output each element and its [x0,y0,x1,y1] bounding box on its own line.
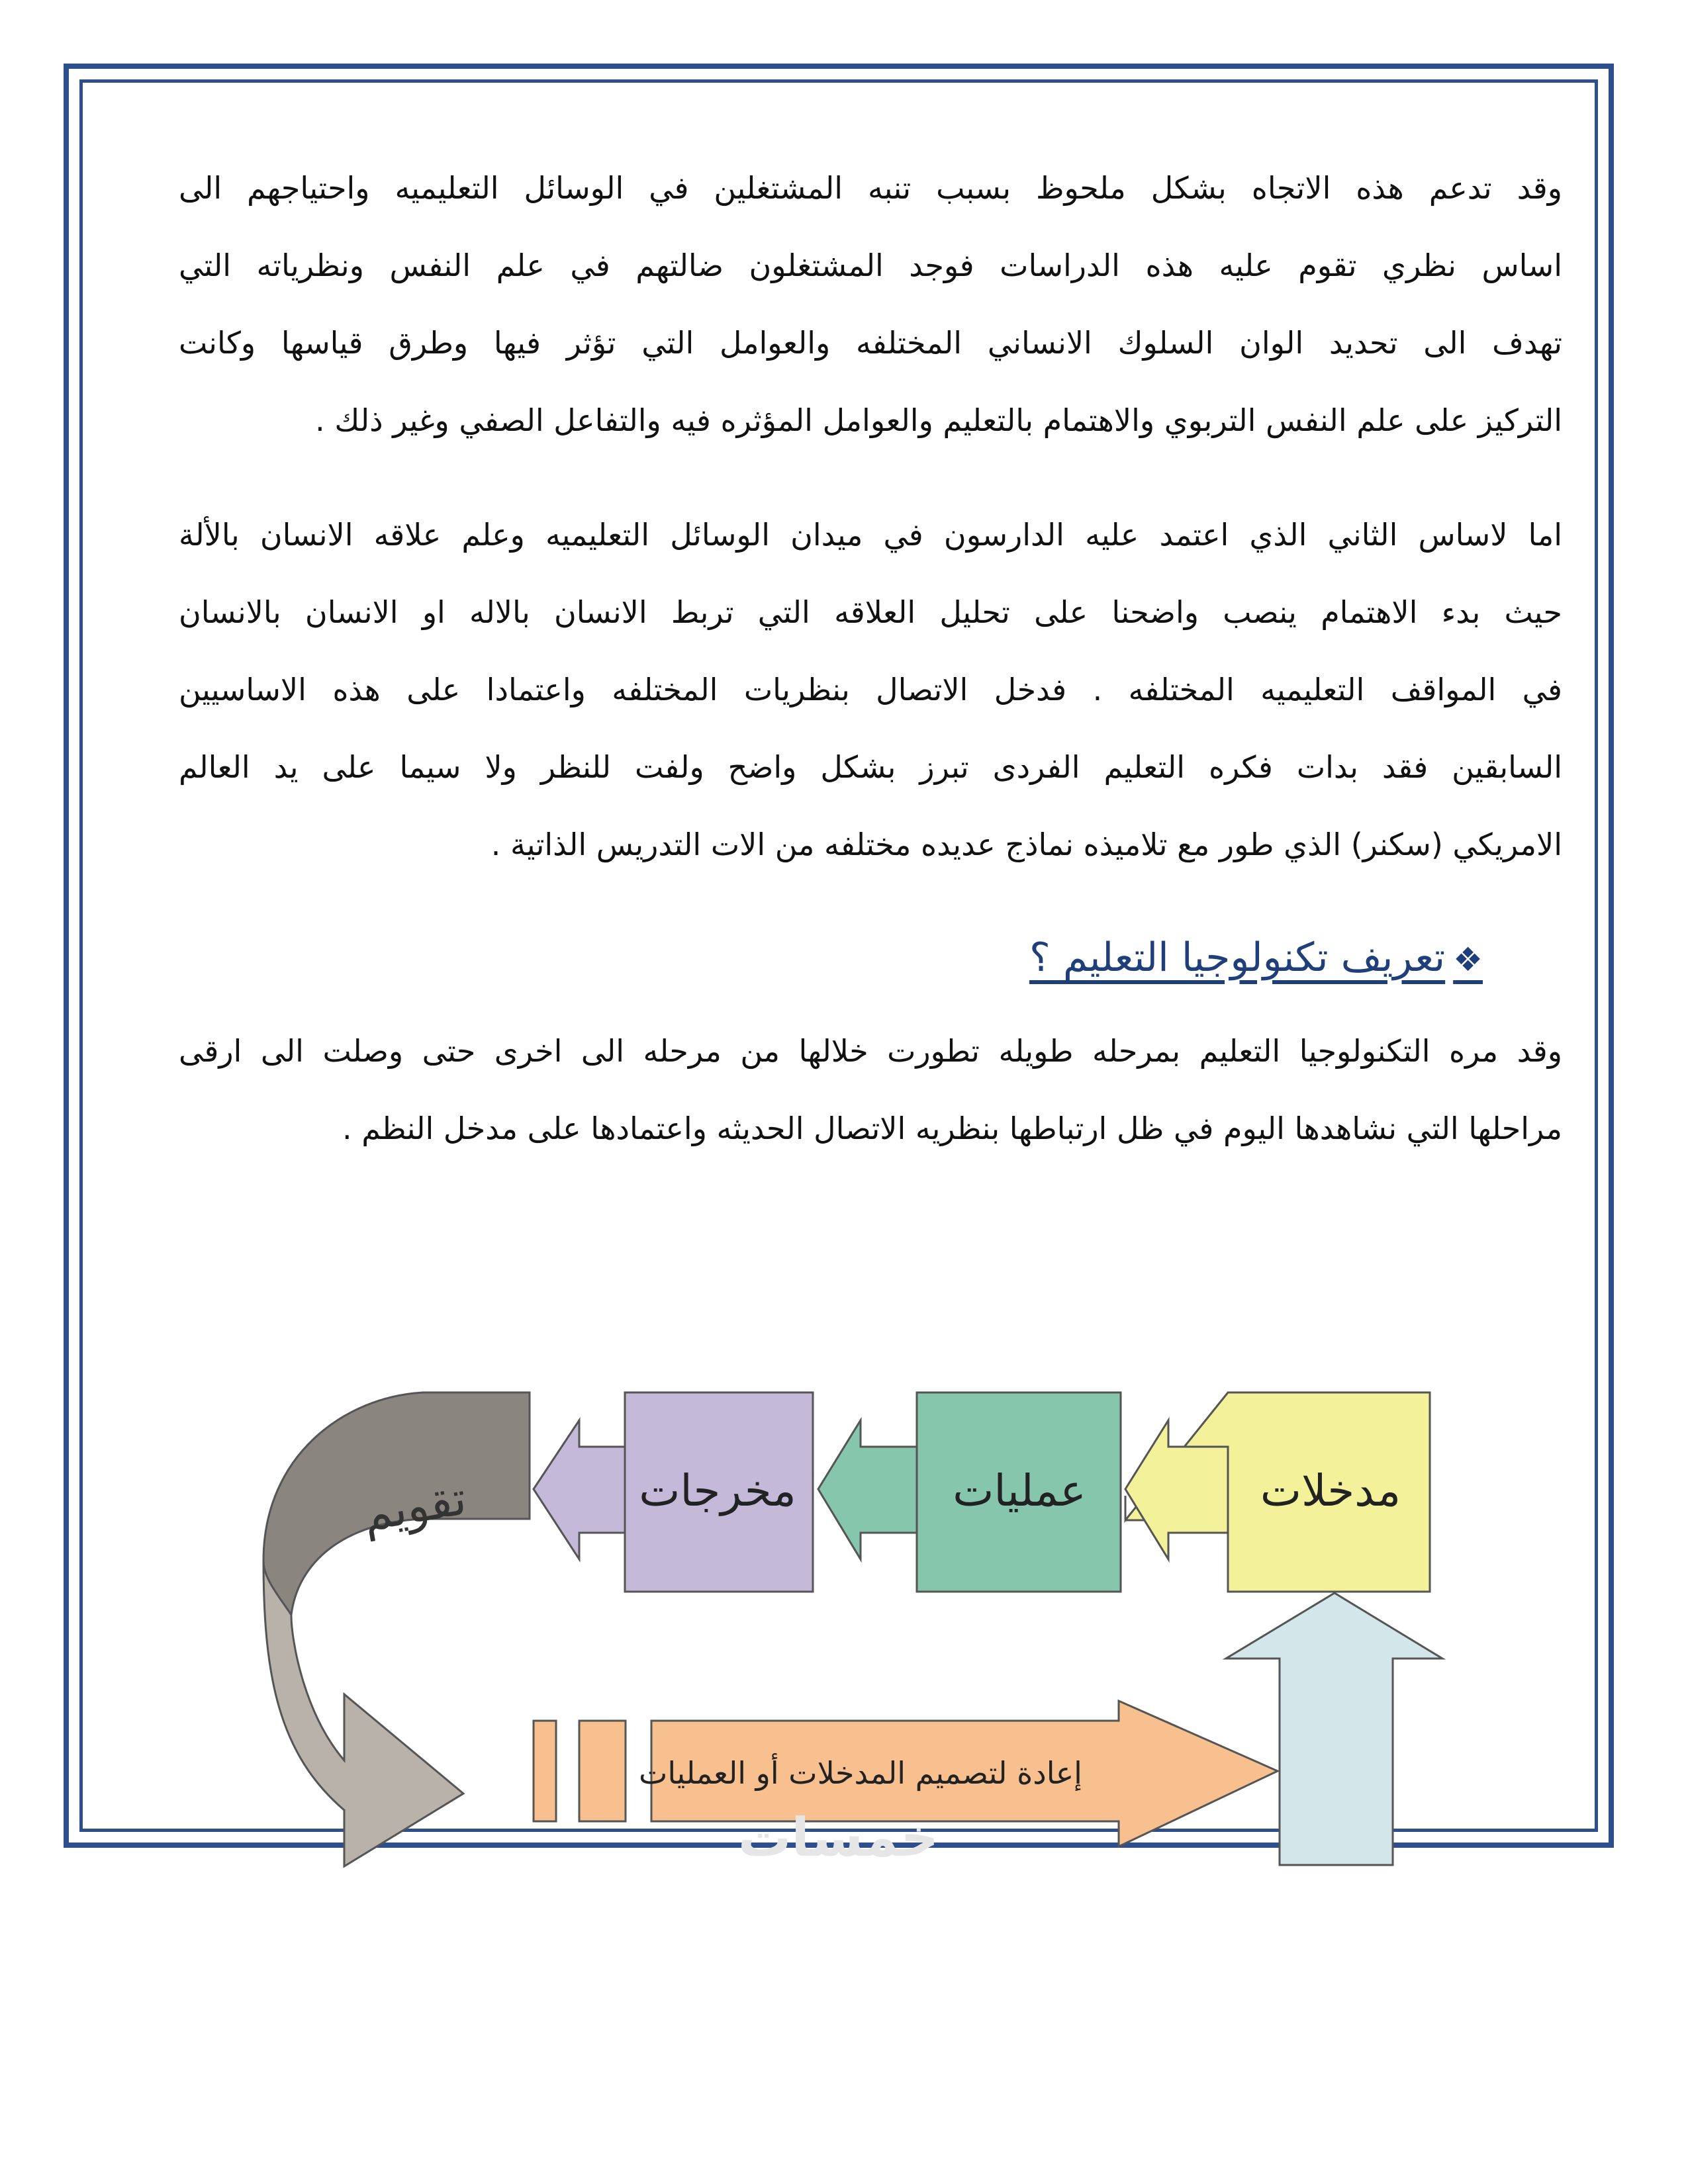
paragraph-2-line: حيث بدء الاهتمام ينصب واضحنا على تحليل العلاقه التي تربط الانسان بالاله او الانسان بالانسان [179,594,1562,630]
feedback-stripe [579,1721,626,1821]
processes-label: عمليات [953,1465,1086,1516]
inputs-label: مدخلات [1260,1465,1401,1516]
diamond-bullet-icon: ❖ [1453,940,1483,979]
paragraph-1-line: اساس نظري تقوم عليه هذه الدراسات فوجد المشتغلون ضالتهم في علم النفس ونظرياته التي [179,248,1562,283]
paragraph-2-line: الامريكي (سكنر) الذي طور مع تلاميذه نماذج عديده مختلفه من الات التدريس الذاتية . [491,827,1562,862]
outputs-label: مخرجات [639,1465,796,1516]
paragraph-2-line: في المواقف التعليميه المختلفه . فدخل الاتصال بنظريات المختلفه واعتمادا على هذه الاساسيين [179,672,1562,707]
feedback-label: إعادة لتصميم المدخلات أو العمليات [639,1755,1082,1791]
paragraph-1-line: تهدف الى تحديد الوان السلوك الانساني المختلفه والعوامل التي تؤثر فيها وطرق قياسها وكانت [179,325,1562,361]
watermark: خمسات [738,1807,939,1868]
feedback-stripe [534,1721,556,1821]
paragraph-1-line: وقد تدعم هذه الاتجاه بشكل ملحوظ بسبب تنبه المشتغلين في الوسائل التعليميه واحتياجهم الى [179,170,1562,206]
processes-left-arrowhead [818,1420,917,1559]
up-arrow [1226,1593,1442,1865]
outputs-left-arrowhead [534,1420,625,1559]
paragraph-2-line: اما لاساس الثاني الذي اعتمد عليه الدارسون في ميدان الوسائل التعليميه وعلم علاقه الانسان بالألة [179,517,1562,553]
paragraph-3-line: مراحلها التي نشاهدها اليوم في ظل ارتباطها بنظريه الاتصال الحديثه واعتمادها على مدخل النظم . [342,1111,1562,1146]
paragraph-2-line: السابقين فقد بدات فكره التعليم الفردى تبرز بشكل واضح ولفت للنظر ولا سيما على يد العالم [179,749,1562,785]
section-heading-text: تعريف تكنولوجيا التعليم ؟ [1029,934,1446,981]
paragraph-1-line: التركيز على علم النفس التربوي والاهتمام بالتعليم والعوامل المؤثره فيه والتفاعل الصفي وغير ذلك . [315,402,1562,438]
evaluation-label: تقويم [358,1471,471,1543]
paragraph-3-line: وقد مره التكنولوجيا التعليم بمرحله طويله تطورت خلالها من مرحله الى اخرى حتى وصلت الى ارقى [179,1033,1562,1069]
